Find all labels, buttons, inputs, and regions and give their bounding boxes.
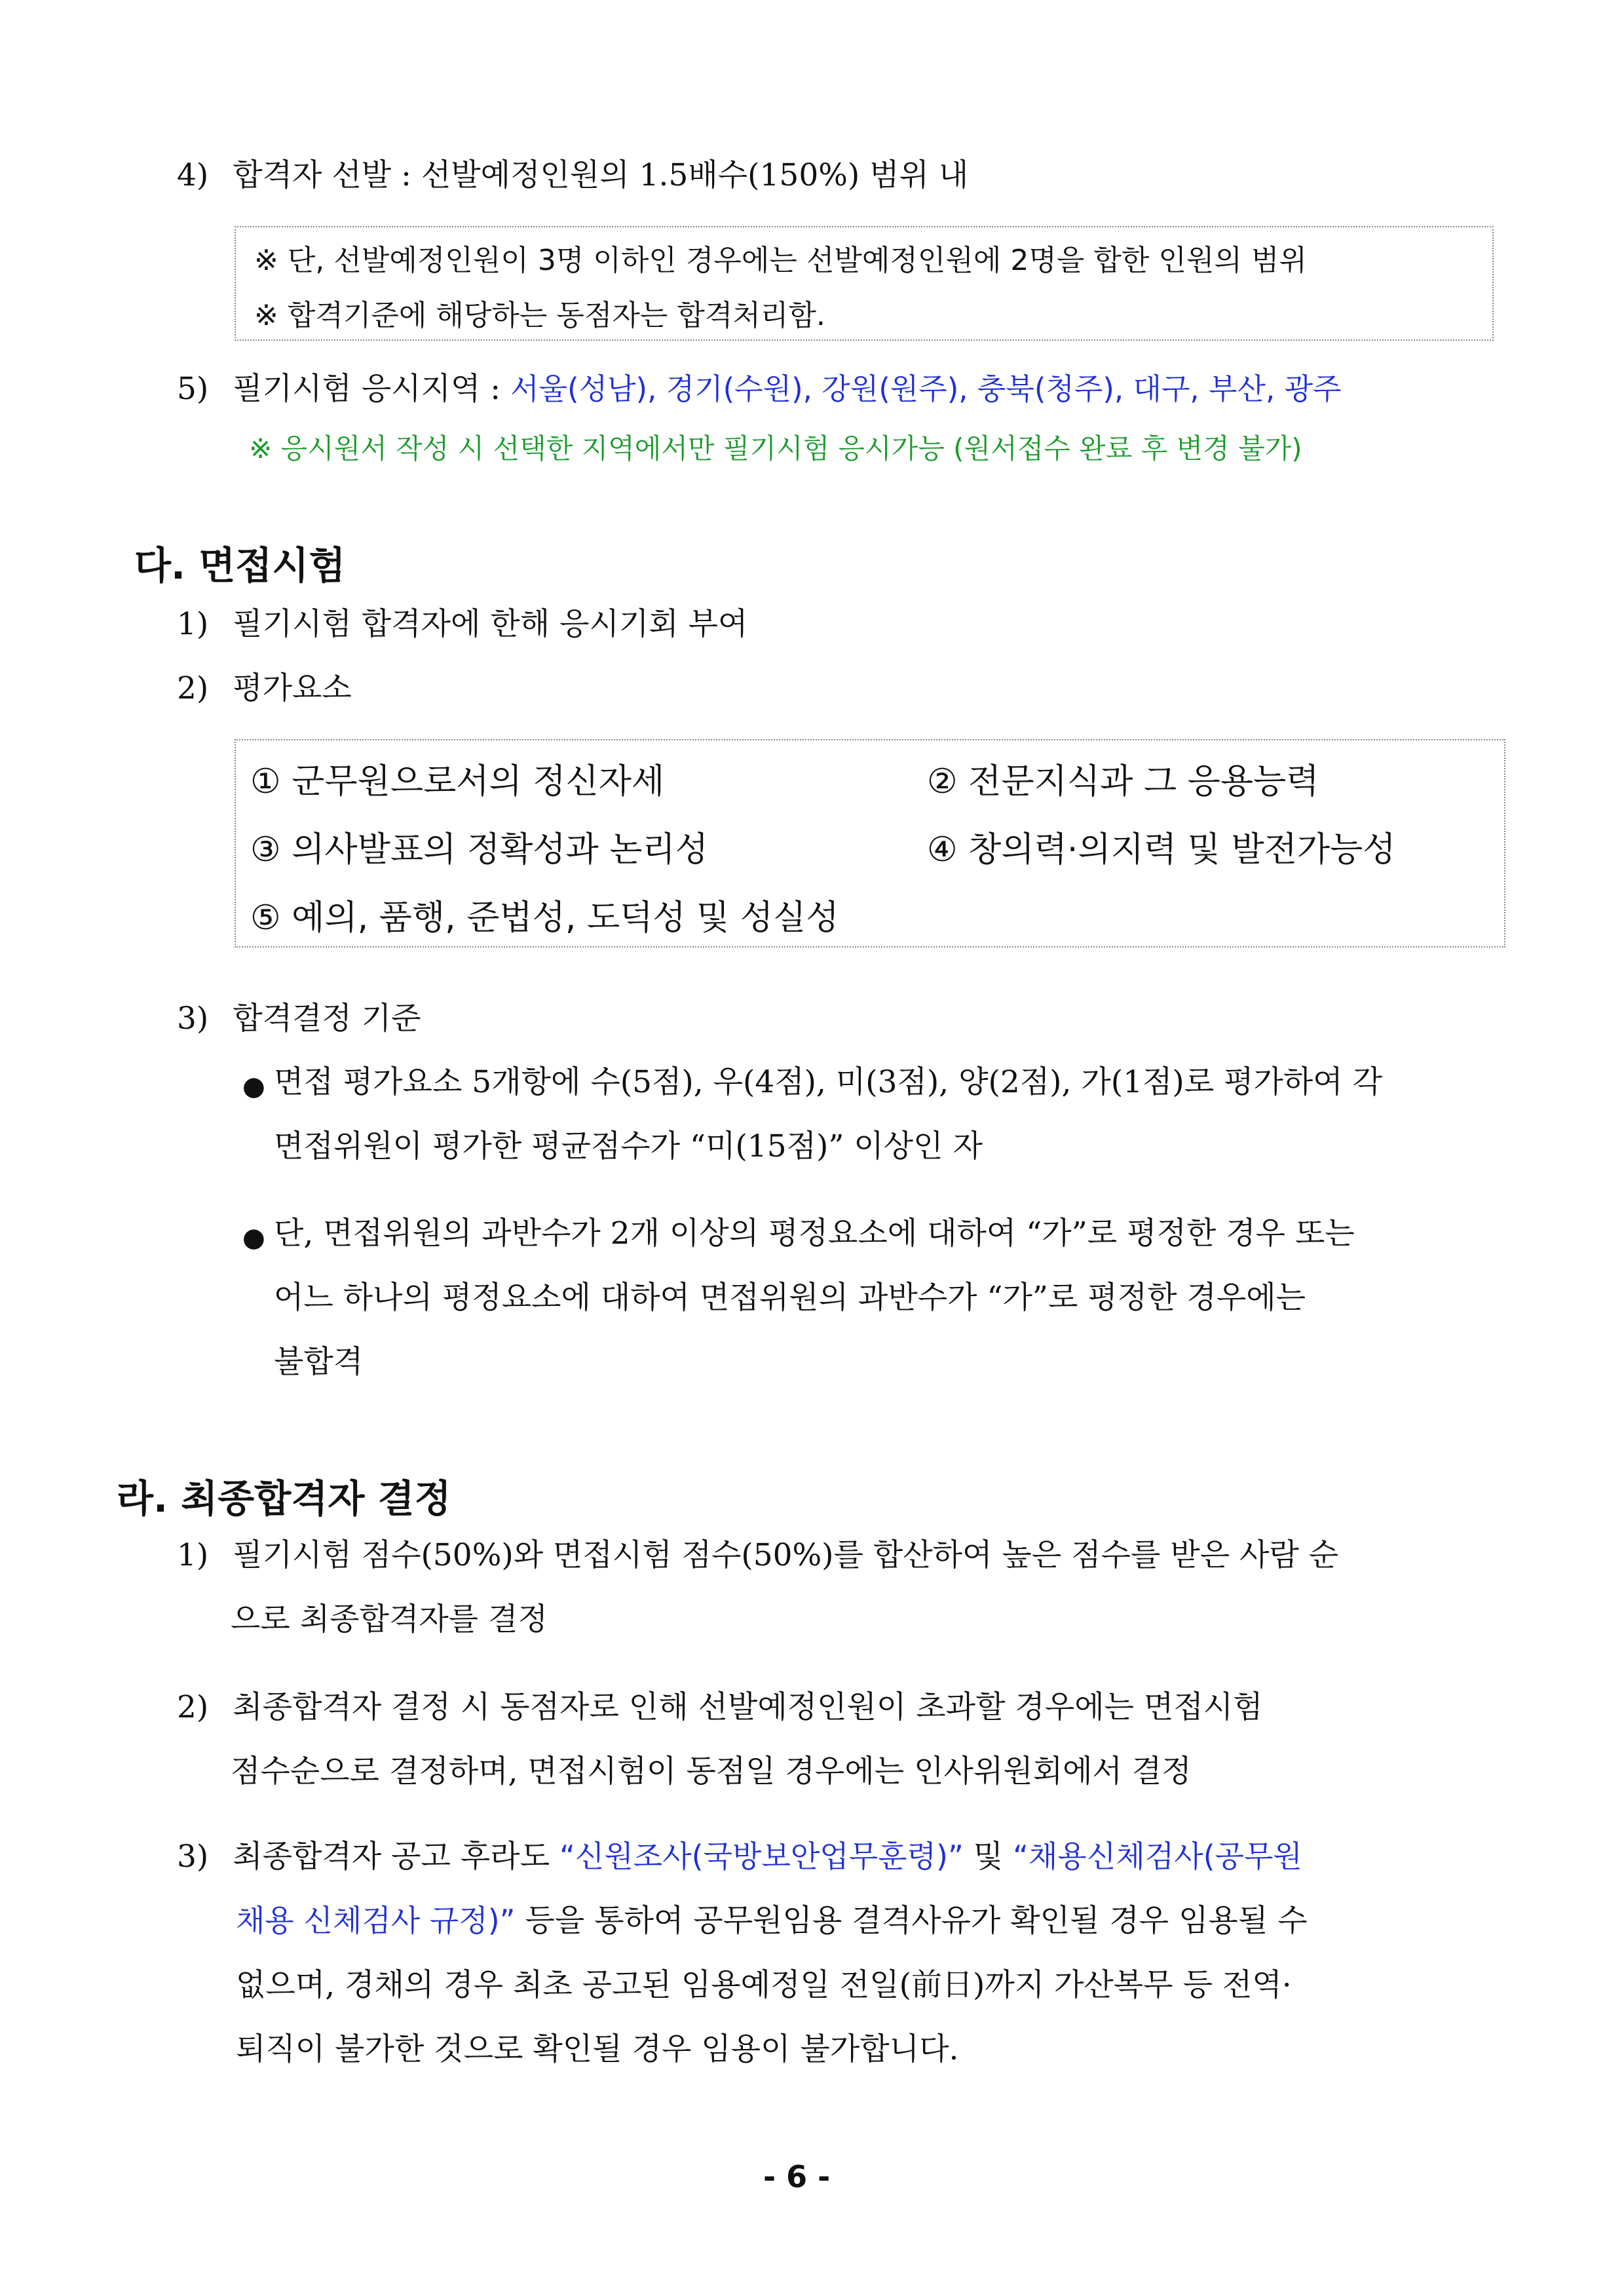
evaluation-criteria-box — [235, 739, 1505, 947]
final-item-3-connector: 및 — [963, 1839, 1013, 1875]
final-item-3-line-2-rest: 등을 통하여 공무원임용 결격사유가 확인될 경우 임용될 수 — [515, 1903, 1308, 1939]
pass-criterion-2-line-1: 단, 면접위원의 과반수가 2개 이상의 평정요소에 대하여 “가”로 평정한 경우 또는 — [274, 1215, 1355, 1252]
criterion-5: ⑤ 예의, 품행, 준법성, 도덕성 및 성실성 — [250, 898, 839, 938]
interview-item-2-text: 평가요소 — [233, 670, 352, 706]
section-heading-interview: 다. 면접시험 — [134, 543, 346, 588]
selection-note-1: ※ 단, 선발예정인원이 3명 이하인 경우에는 선발예정인원에 2명을 합한 인원의 범위 — [254, 244, 1307, 277]
item-5-note: ※ 응시원서 작성 시 선택한 지역에서만 필기시험 응시가능 (원서접수 완료 후 변경 불가) — [249, 432, 1302, 465]
item-5-number: 5) — [177, 371, 209, 407]
criterion-3: ③ 의사발표의 정확성과 논리성 — [250, 830, 708, 870]
section-heading-final: 라. 최종합격자 결정 — [117, 1476, 451, 1521]
physical-exam-reference-cont: 채용 신체검사 규정)” — [236, 1903, 516, 1938]
pass-criterion-2-line-2: 어느 하나의 평정요소에 대하여 면접위원의 과반수가 “가”로 평정한 경우에는 — [274, 1280, 1306, 1316]
security-check-reference: “신원조사(국방보안업무훈령)” — [559, 1839, 964, 1874]
exam-regions: 서울(성남), 경기(수원), 강원(원주), 충북(청주), 대구, 부산, 광주 — [510, 372, 1342, 406]
item-4 — [177, 157, 968, 194]
final-item-3-line-3: 없으며, 경채의 경우 최초 공고된 임용예정일 전일(前日)까지 가산복무 등 전역· — [236, 1967, 1292, 2003]
final-item-1-number: 1) — [177, 1537, 209, 1573]
selection-notes-box — [235, 226, 1494, 341]
final-item-2-number: 2) — [177, 1689, 209, 1725]
page-number: - 6 - — [763, 2159, 831, 2194]
interview-item-1 — [177, 606, 747, 643]
bullet-dot-1: ● — [242, 1071, 265, 1101]
item-4-number: 4) — [177, 157, 209, 193]
final-item-3-line-4: 퇴직이 불가한 것으로 확인될 경우 임용이 불가합니다. — [236, 2031, 959, 2067]
final-item-3-prefix: 최종합격자 공고 후라도 — [233, 1839, 560, 1875]
item-5-label: 필기시험 응시지역 : — [233, 371, 511, 407]
final-item-3-line-2 — [236, 1903, 1308, 1940]
physical-exam-reference: “채용신체검사(공무원 — [1013, 1839, 1302, 1874]
final-item-3-number: 3) — [177, 1839, 209, 1875]
final-item-1 — [177, 1537, 1338, 1574]
final-item-1-line-1: 필기시험 점수(50%)와 면접시험 점수(50%)를 합산하여 높은 점수를 받은 사람 순 — [233, 1537, 1339, 1573]
interview-item-3-number: 3) — [177, 1001, 209, 1037]
interview-item-3 — [177, 1001, 421, 1037]
bullet-dot-2: ● — [242, 1223, 265, 1253]
final-item-2-line-1: 최종합격자 결정 시 동점자로 인해 선발예정인원이 초과할 경우에는 면접시험 — [233, 1689, 1263, 1725]
item-4-text: 합격자 선발 : 선발예정인원의 1.5배수(150%) 범위 내 — [233, 157, 969, 193]
final-item-2 — [177, 1689, 1263, 1726]
interview-item-1-text: 필기시험 합격자에 한해 응시기회 부여 — [233, 606, 748, 642]
item-5 — [177, 371, 1342, 408]
pass-criterion-1-line-1: 면접 평가요소 5개항에 수(5점), 우(4점), 미(3점), 양(2점), 가(1점)로 평가하여 각 — [274, 1064, 1383, 1100]
criterion-4: ④ 창의력·의지력 및 발전가능성 — [927, 830, 1396, 870]
interview-item-1-number: 1) — [177, 606, 209, 642]
interview-item-3-text: 합격결정 기준 — [233, 1001, 421, 1037]
criterion-1: ① 군무원으로서의 정신자세 — [250, 762, 665, 801]
interview-item-2-number: 2) — [177, 670, 209, 706]
pass-criterion-2-line-3: 불합격 — [274, 1344, 364, 1380]
interview-item-2 — [177, 670, 352, 707]
final-item-2-line-2: 점수순으로 결정하며, 면접시험이 동점일 경우에는 인사위원회에서 결정 — [231, 1753, 1192, 1789]
selection-note-2: ※ 합격기준에 해당하는 동점자는 합격처리함. — [254, 299, 825, 332]
criterion-2: ② 전문지식과 그 응용능력 — [927, 762, 1319, 801]
final-item-3 — [177, 1839, 1302, 1875]
pass-criterion-1-line-2: 면접위원이 평가한 평균점수가 “미(15점)” 이상인 자 — [274, 1128, 983, 1164]
final-item-1-line-2: 으로 최종합격자를 결정 — [231, 1601, 548, 1637]
